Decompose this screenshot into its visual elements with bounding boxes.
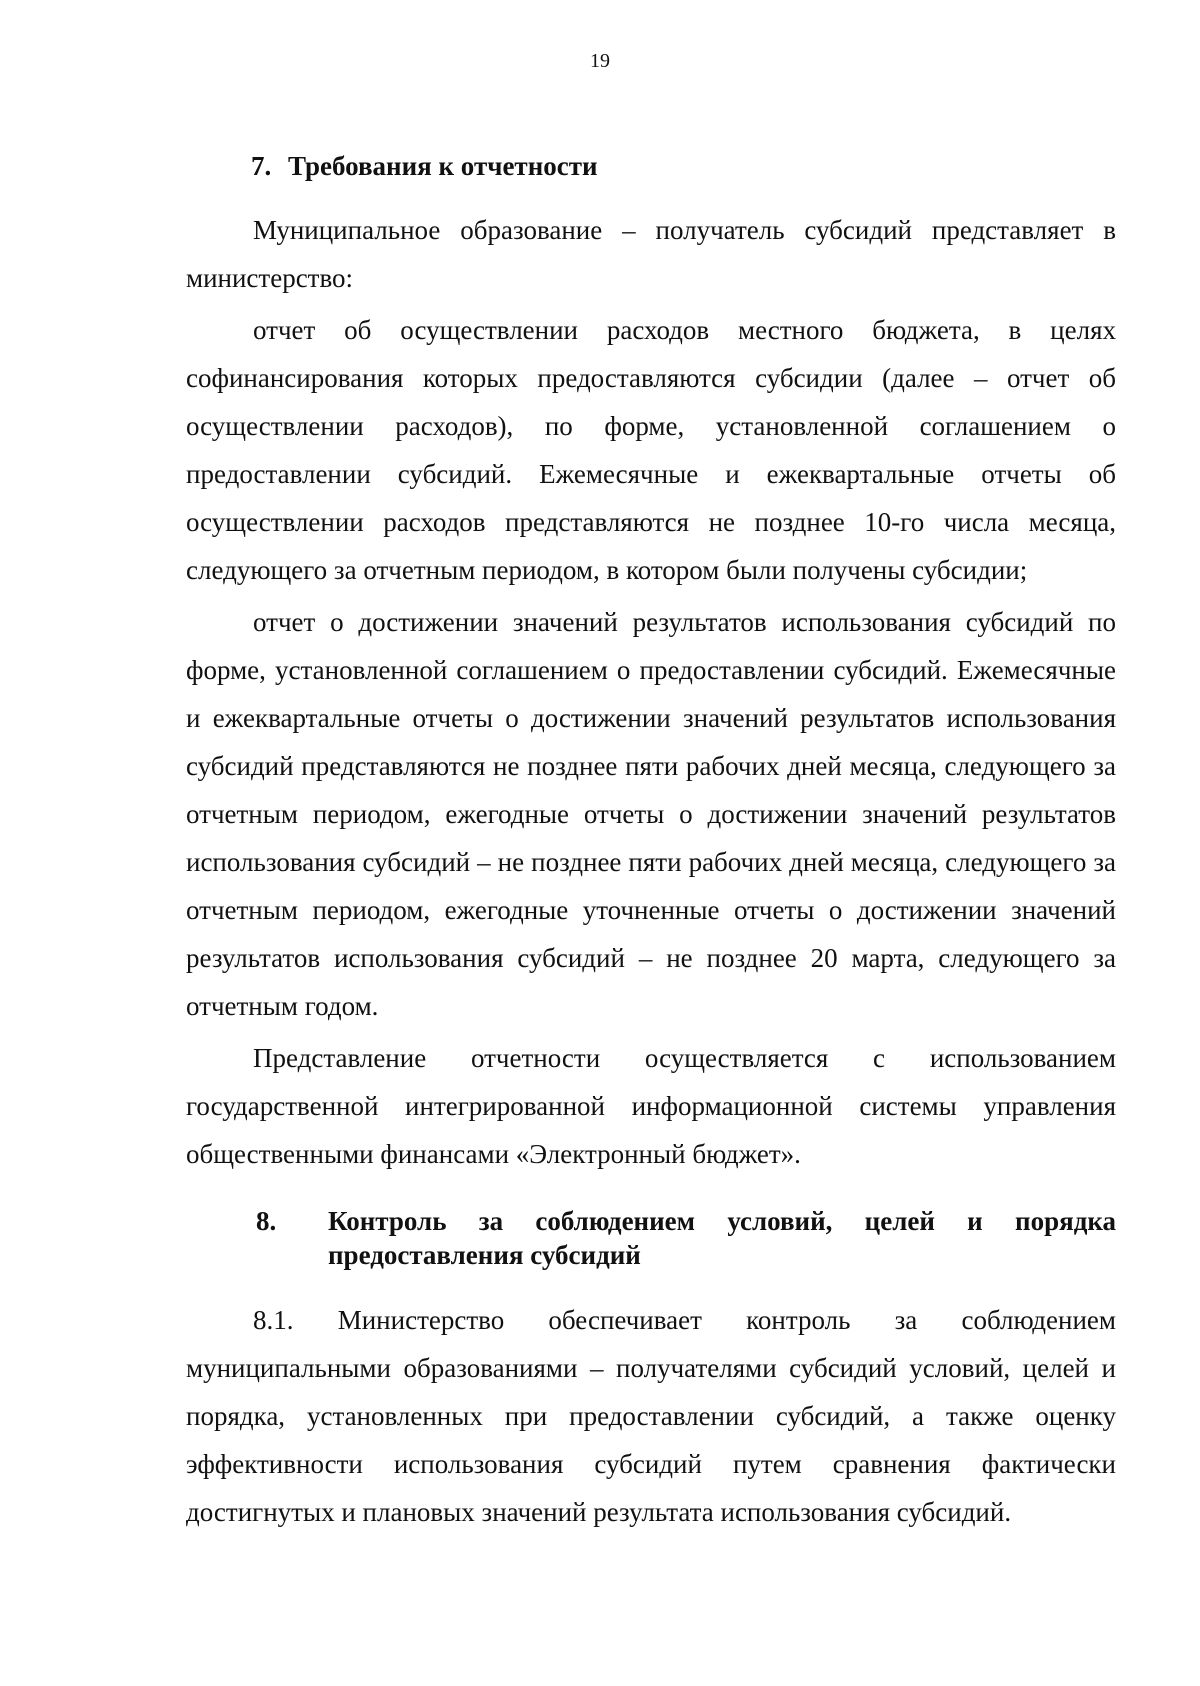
- section-7-paragraph-1: Муниципальное образование – получатель субсидий представляет в министерство:: [186, 215, 1116, 293]
- section-8-title: [328, 1204, 1116, 1272]
- page-number: 19: [590, 50, 610, 72]
- section-7-paragraph-4: Представление отчетности осуществляется с использованием государственной интегрированной информационной системы управления общественными финансами «Электронный бюджет».: [186, 1043, 1116, 1169]
- section-8-title-line-1: Контроль за соблюдением условий, целей и порядка: [328, 1206, 1116, 1236]
- section-8-paragraph-1: 8.1. Министерство обеспечивает контроль за соблюдением муниципальными образованиями – получателями субсидий условий, целей и порядка, установленных при предоставлении субсидий, а также оценку эффективности использования субсидий путем сравнения фактически достигнутых и плановых значений результата использования субсидий.: [186, 1305, 1116, 1527]
- section-8-title-line-2: предоставления субсидий: [328, 1240, 641, 1270]
- section-7-heading: [251, 146, 1116, 186]
- section-8-number: 8.: [256, 1206, 277, 1236]
- section-7-title: Требования к отчетности: [288, 151, 598, 181]
- section-8-heading: [186, 1204, 1116, 1272]
- section-7-paragraph-3: отчет о достижении значений результатов использования субсидий по форме, установленной соглашением о предоставлении субсидий. Ежемесячные и ежеквартальные отчеты о достижении значений результатов использования субсидий представляются не позднее пяти рабочих дней месяца, следующего за отчетным периодом, ежегодные отчеты о достижении значений результатов использования субсидий – не позднее пяти рабочих дней месяца, следующего за отчетным периодом, ежегодные уточненные отчеты о достижении значений результатов использования субсидий – не позднее 20 марта, следующего за отчетным годом.: [186, 607, 1116, 1021]
- document-body: [186, 140, 1116, 1540]
- section-7-paragraph-2: отчет об осуществлении расходов местного бюджета, в целях софинансирования которых предоставляются субсидии (далее – отчет об осуществлении расходов), по форме, установленной соглашением о предоставлении субсидий. Ежемесячные и ежеквартальные отчеты об осуществлении расходов представляются не позднее 10-го числа месяца, следующего за отчетным периодом, в котором были получены субсидии;: [186, 315, 1116, 585]
- section-7-number: 7.: [251, 151, 272, 181]
